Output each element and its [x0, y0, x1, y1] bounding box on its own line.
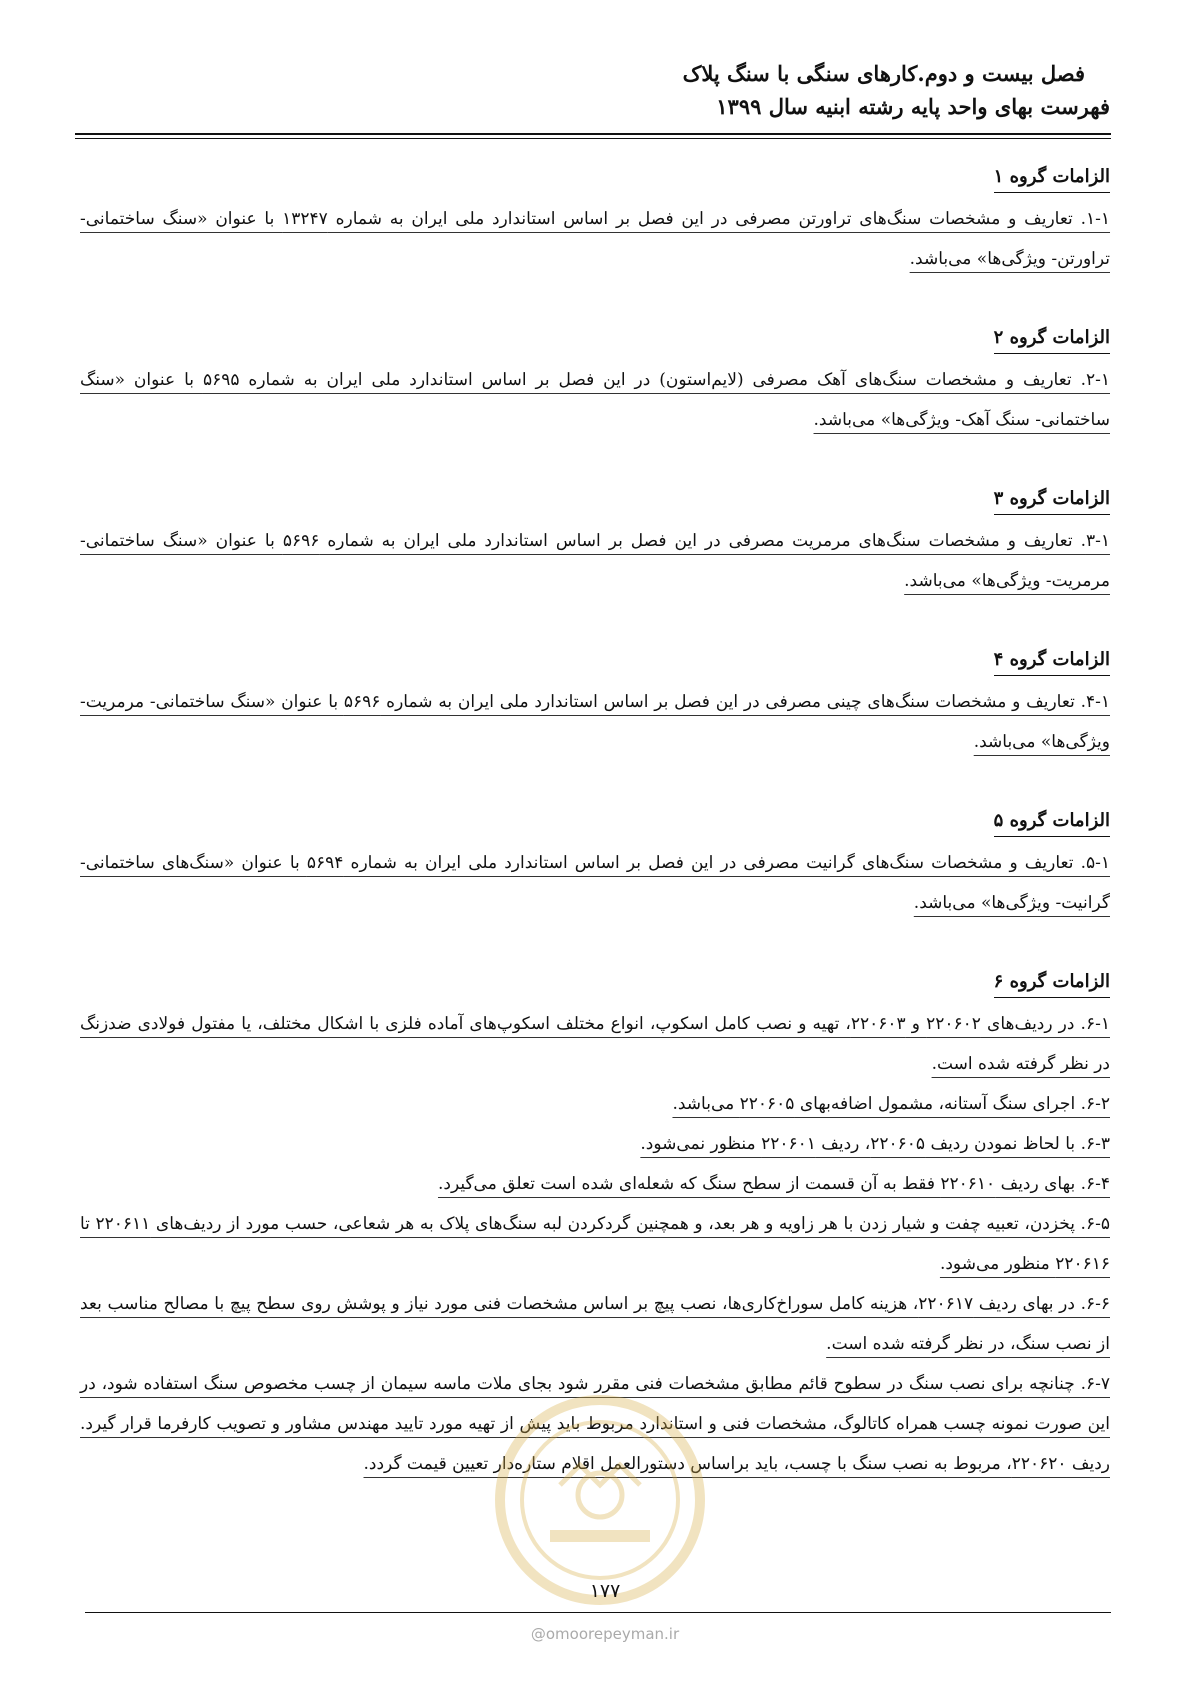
requirements-group-2 — [80, 323, 1110, 440]
watermark-text: @omoorepeyman.ir — [530, 1625, 680, 1643]
requirements-group-5 — [80, 806, 1110, 923]
group-title: الزامات گروه ۴ — [994, 645, 1110, 676]
group-title: الزامات گروه ۳ — [994, 484, 1110, 515]
requirement-item: ۶-۷. چنانچه برای نصب سنگ در سطوح قائم مطابق مشخصات فنی مقرر شود بجای ملات ماسه سیمان از چسب مخصوص سنگ استفاده شود، در این صورت نمونه چسب همراه کاتالوگ، مشخصات فنی و استاندارد مربوط باید پیش از تهیه مورد تایید مهندس مشاور و تصویب کارفرما قرار گیرد. ردیف ۲۲۰۶۲۰، مربوط به نصب سنگ با چسب، باید براساس دستورالعمل اقلام ستاره‌دار تعیین قیمت گردد. — [80, 1374, 1110, 1474]
requirement-item: ۶-۱. در ردیف‌های ۲۲۰۶۰۲ و ۲۲۰۶۰۳، تهیه و نصب کامل اسکوپ، انواع مختلف اسکوپ‌های آماده فلزی با اشکال مختلف، یا مفتول فولادی ضدزنگ در نظر گرفته شده است. — [80, 1014, 1110, 1074]
group-title: الزامات گروه ۶ — [994, 967, 1110, 998]
group-title: الزامات گروه ۱ — [994, 162, 1110, 193]
footer-rule — [85, 1612, 1111, 1613]
header-rule-thin — [75, 138, 1111, 139]
group-title: الزامات گروه ۵ — [994, 806, 1110, 837]
chapter-title: فصل بیست و دوم.کارهای سنگی با سنگ پلاک — [682, 61, 1085, 86]
price-list-title: فهرست بهای واحد پایه رشته ابنیه سال ۱۳۹۹ — [716, 94, 1110, 119]
requirement-item: ۱-۱. تعاریف و مشخصات سنگ‌های تراورتن مصرفی در این فصل بر اساس استاندارد ملی ایران به شماره ۱۳۲۴۷ با عنوان «سنگ ساختمانی- تراورتن- ویژگی‌ها» می‌باشد. — [80, 209, 1111, 269]
group-title: الزامات گروه ۲ — [994, 323, 1110, 354]
requirement-item: ۶-۴. بهای ردیف ۲۲۰۶۱۰ فقط به آن قسمت از سطح سنگ که شعله‌ای شده است تعلق می‌گیرد. — [437, 1174, 1110, 1194]
requirements-group-3 — [80, 484, 1110, 601]
requirement-item: ۶-۵. پخزدن، تعبیه چفت و شیار زدن با هر زاویه و هر بعد، و همچنین گردکردن لبه سنگ‌های پلاک به هر شعاعی، حسب مورد از ردیف‌های ۲۲۰۶۱۱ تا ۲۲۰۶۱۶ منظور می‌شود. — [80, 1214, 1110, 1274]
watermark-seal-icon — [490, 1390, 710, 1610]
page-number: ۱۷۷ — [589, 1580, 621, 1602]
requirement-item: ۶-۶. در بهای ردیف ۲۲۰۶۱۷، هزینه کامل سوراخ‌کاری‌ها، نصب پیچ بر اساس مشخصات فنی مورد نیاز و پوشش روی سطح پیچ با مصالح مناسب بعد از نصب سنگ، در نظر گرفته شده است. — [80, 1294, 1110, 1354]
requirement-item: ۵-۱. تعاریف و مشخصات سنگ‌های گرانیت مصرفی در این فصل بر اساس استاندارد ملی ایران به شماره ۵۶۹۴ با عنوان «سنگ‌های ساختمانی- گرانیت- ویژگی‌ها» می‌باشد. — [80, 853, 1110, 913]
requirements-group-1 — [80, 162, 1110, 279]
header-rule-thick — [75, 133, 1111, 135]
requirement-item: ۴-۱. تعاریف و مشخصات سنگ‌های چینی مصرفی در این فصل بر اساس استاندارد ملی ایران به شماره ۵۶۹۶ با عنوان «سنگ ساختمانی- مرمریت- ویژگی‌ها» می‌باشد. — [80, 692, 1110, 752]
requirements-group-4 — [80, 645, 1110, 762]
requirements-content — [80, 162, 1110, 1528]
requirement-item: ۶-۳. با لحاظ نمودن ردیف ۲۲۰۶۰۵، ردیف ۲۲۰۶۰۱ منظور نمی‌شود. — [640, 1134, 1110, 1154]
page-header — [80, 58, 1110, 124]
requirement-item: ۶-۲. اجرای سنگ آستانه، مشمول اضافه‌بهای ۲۲۰۶۰۵ می‌باشد. — [672, 1094, 1110, 1114]
requirement-item: ۲-۱. تعاریف و مشخصات سنگ‌های آهک مصرفی (لایم‌استون) در این فصل بر اساس استاندارد ملی ایران به شماره ۵۶۹۵ با عنوان «سنگ ساختمانی- سنگ آهک- ویژگی‌ها» می‌باشد. — [80, 370, 1110, 430]
requirement-item: ۳-۱. تعاریف و مشخصات سنگ‌های مرمریت مصرفی در این فصل بر اساس استاندارد ملی ایران به شماره ۵۶۹۶ با عنوان «سنگ ساختمانی-مرمریت- ویژگی‌ها» می‌باشد. — [80, 531, 1110, 591]
